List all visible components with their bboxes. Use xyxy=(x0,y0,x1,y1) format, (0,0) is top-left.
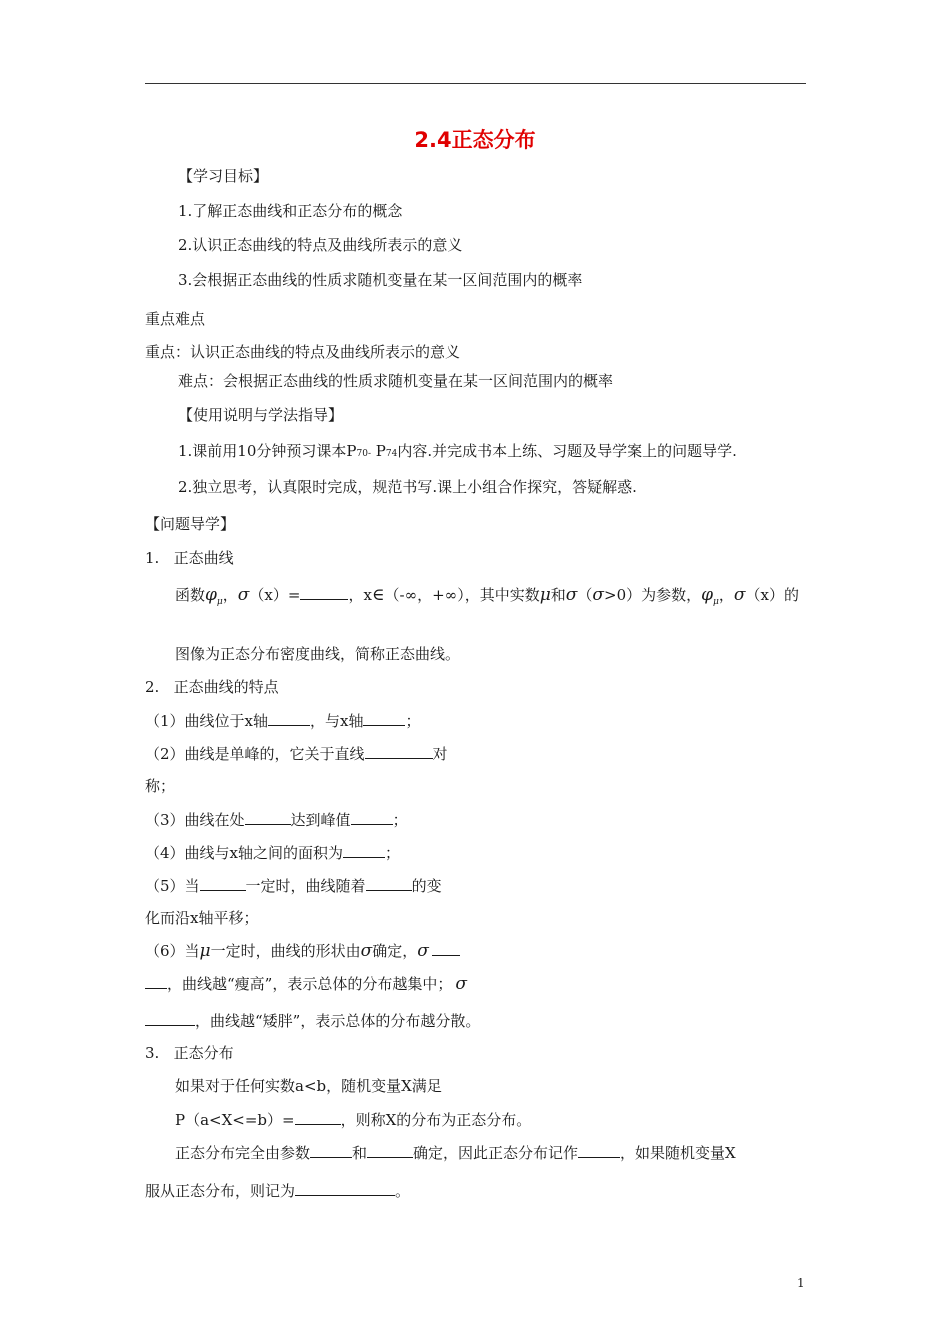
feature-1-b: ，与x轴 xyxy=(310,712,364,730)
page-number: 1 xyxy=(797,1276,805,1290)
element-of-symbol: ∈ xyxy=(371,585,385,605)
blank-param-1[interactable] xyxy=(310,1142,352,1158)
sigma-symbol-2: σ xyxy=(565,585,578,605)
blank-feature-4[interactable] xyxy=(343,842,385,858)
neg-infinity: -∞ xyxy=(399,586,418,604)
feature-4 xyxy=(145,842,400,863)
blank-feature-6b[interactable] xyxy=(145,1010,195,1026)
guide-item-2: 2.独立思考，认真限时完成，规范书写.课上小组合作探究，答疑解惑. xyxy=(178,478,637,496)
gt-zero: >0）为参数， xyxy=(604,586,702,604)
guide-item-1 xyxy=(178,441,737,464)
feature-1 xyxy=(145,710,421,731)
blank-feature-3a[interactable] xyxy=(245,809,291,825)
x-eq: （x）= xyxy=(249,586,301,604)
normal-dist-notation xyxy=(145,1180,410,1201)
feature-6-c: 确定， xyxy=(372,942,418,960)
guide-heading: 【使用说明与学法指导】 xyxy=(178,406,344,424)
normal-dist-condition: 如果对于任何实数a<b，随机变量X满足 xyxy=(175,1077,442,1095)
mu-subscript: μ xyxy=(216,597,223,607)
interval-mid: ， xyxy=(417,586,433,604)
blank-record-as[interactable] xyxy=(295,1180,395,1196)
blank-param-2[interactable] xyxy=(367,1142,413,1158)
feature-5-cont: 化而沿x轴平移； xyxy=(145,909,259,927)
feature-6 xyxy=(145,940,460,961)
key-points-heading: 重点难点 xyxy=(145,310,206,328)
objective-item-2: 2.认识正态曲线的特点及曲线所表示的意义 xyxy=(178,236,463,254)
blank-feature-6a[interactable] xyxy=(432,940,460,956)
feature-6-cont-2 xyxy=(145,1010,480,1031)
blank-feature-3b[interactable] xyxy=(351,809,393,825)
phi-symbol-2: φ xyxy=(701,585,714,605)
feature-6-d: ，曲线越“瘦高”，表示总体的分布越集中； xyxy=(167,975,453,993)
feature-6-cont xyxy=(145,973,467,994)
probability-expr: P（a<X<=b）= xyxy=(175,1111,295,1129)
mu-symbol: μ xyxy=(539,585,551,605)
density-function-line xyxy=(175,584,799,612)
page-title: 2.4正态分布 xyxy=(414,128,536,152)
section-3-title: 3. 正态分布 xyxy=(145,1044,234,1062)
feature-3 xyxy=(145,809,408,830)
objective-item-3: 3.会根据正态曲线的性质求随机变量在某一区间范围内的概率 xyxy=(178,271,583,289)
feature-6-a: （6）当 xyxy=(145,942,200,960)
blank-feature-1a[interactable] xyxy=(268,710,310,726)
sigma-symbol-4: σ xyxy=(733,585,746,605)
feature-5-c: 的变 xyxy=(411,877,442,895)
feature-2-cont: 称； xyxy=(145,777,176,795)
params-b: 和 xyxy=(352,1144,368,1162)
density-curve-definition: 图像为正态分布密度曲线，简称正态曲线。 xyxy=(175,645,461,663)
interval-open: （ xyxy=(384,586,400,604)
blank-feature-2[interactable] xyxy=(365,743,433,759)
blank-feature-6a-cont[interactable] xyxy=(145,973,167,989)
sigma-symbol-3: σ xyxy=(592,585,605,605)
difficulty-point: 难点：会根据正态曲线的性质求随机变量在某一区间范围内的概率 xyxy=(178,372,614,390)
feature-6-e: ，曲线越“矮胖”，表示总体的分布越分散。 xyxy=(195,1012,481,1030)
blank-probability[interactable] xyxy=(295,1109,341,1125)
feature-3-a: （3）曲线在处 xyxy=(145,811,245,829)
feature-5-b: 一定时，曲线随着 xyxy=(245,877,366,895)
blank-feature-5b[interactable] xyxy=(366,875,412,891)
feature-5 xyxy=(145,875,442,896)
params-d: ，如果随机变量X xyxy=(620,1144,736,1162)
blank-feature-5a[interactable] xyxy=(200,875,246,891)
dash: - xyxy=(367,449,371,459)
section-1-title: 1. 正态曲线 xyxy=(145,549,234,567)
x-of: （x）的 xyxy=(745,586,799,604)
feature-4-a: （4）曲线与x轴之间的面积为 xyxy=(145,844,344,862)
header-rule xyxy=(145,83,806,84)
page-sub-70: 70 xyxy=(356,449,368,459)
objective-item-1: 1.了解正态曲线和正态分布的概念 xyxy=(178,202,403,220)
blank-feature-1b[interactable] xyxy=(363,710,405,726)
params-a: 正态分布完全由参数 xyxy=(175,1144,311,1162)
x-in: ，x xyxy=(348,586,372,604)
feature-2-b: 对 xyxy=(432,745,448,763)
guide-item-1-pre: 1.课前用10分钟预习课本P xyxy=(178,442,357,460)
questions-heading: 【问题导学】 xyxy=(145,515,236,533)
sigma-symbol-feature-6b: σ xyxy=(417,941,429,961)
objectives-heading: 【学习目标】 xyxy=(178,167,269,185)
sigma-symbol-feature-6c: σ xyxy=(455,974,467,994)
guide-item-1-post: 内容.并完成书本上练、习题及导学案上的问题导学. xyxy=(397,442,737,460)
page-sub-74: 74 xyxy=(385,449,398,459)
feature-3-c: ； xyxy=(392,811,408,829)
phi-symbol: φ xyxy=(205,585,217,605)
and-text: 和 xyxy=(550,586,566,604)
section-2-title: 2. 正态曲线的特点 xyxy=(145,678,279,696)
feature-1-c: ； xyxy=(405,712,421,730)
blank-notation[interactable] xyxy=(578,1142,620,1158)
comma-2: ， xyxy=(718,586,734,604)
sigma-symbol-feature-6: σ xyxy=(360,941,373,961)
sigma-symbol: σ xyxy=(237,585,250,605)
feature-2 xyxy=(145,743,448,764)
feature-1-a: （1）曲线位于x轴 xyxy=(145,712,269,730)
mu-subscript-2: μ xyxy=(713,597,719,607)
feature-2-a: （2）曲线是单峰的，它关于直线 xyxy=(145,745,365,763)
feature-5-a: （5）当 xyxy=(145,877,200,895)
func-label: 函数 xyxy=(175,586,206,604)
normal-dist-params xyxy=(175,1142,736,1163)
params-c: 确定，因此正态分布记作 xyxy=(413,1144,579,1162)
interval-close: ），其中实数 xyxy=(457,586,540,604)
blank-density-formula[interactable] xyxy=(300,584,348,600)
feature-6-b: 一定时，曲线的形状由 xyxy=(210,942,361,960)
normal-dist-probability xyxy=(175,1109,531,1130)
probability-post: ，则称X的分布为正态分布。 xyxy=(340,1111,532,1129)
guide-item-1-p: P xyxy=(371,442,386,460)
notation-a: 服从正态分布，则记为 xyxy=(145,1182,296,1200)
pos-infinity: +∞ xyxy=(432,586,458,604)
feature-4-b: ； xyxy=(385,844,401,862)
comma: ， xyxy=(222,586,238,604)
mu-symbol-feature-6: μ xyxy=(199,941,211,961)
key-point: 重点：认识正态曲线的特点及曲线所表示的意义 xyxy=(145,343,461,361)
paren-open: （ xyxy=(577,586,593,604)
feature-3-b: 达到峰值 xyxy=(290,811,351,829)
notation-b: 。 xyxy=(395,1182,411,1200)
